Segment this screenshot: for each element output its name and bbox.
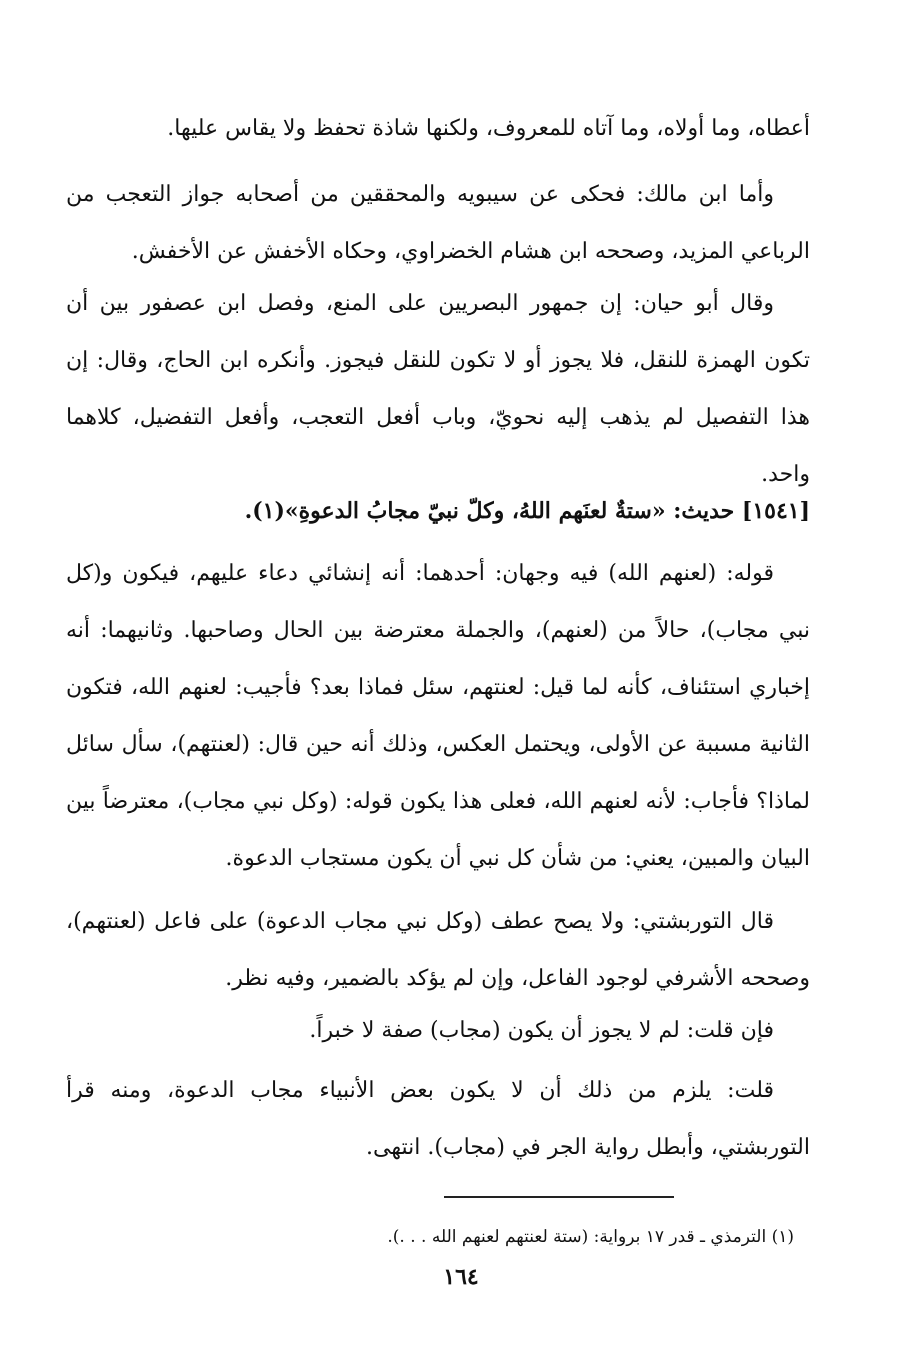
paragraph-turbashti: قال التوربشتي: ولا يصح عطف (وكل نبي مجاب الدعوة) على فاعل (لعنتهم)، وصححه الأشرفي لوجود الفاعل، وإن لم يؤكد بالضمير، وفيه نظر. (66, 909, 810, 991)
paragraph-commentary: قوله: (لعنهم الله) فيه وجهان: أحدهما: أنه إنشائي دعاء عليهم، فيكون و(كل نبي مجاب)، حالاً من (لعنهم)، والجملة معترضة بين الحال وصاحبها. وثانيهما: أنه إخباري استئناف، كأنه لما قيل: لعنتهم، سئل فماذا بعد؟ فأجيب: لعنهم الله، فتكون الثانية مسببة عن الأولى، ويحتمل العكس، وذلك أنه حين قال: (لعنتهم)، سأل سائل لماذا؟ فأجاب: لأنه لعنهم الله، فعلى هذا يكون قوله: (وكل نبي مجاب)، معترضاً بين البيان والمبين، يعني: من شأن كل نبي أن يكون مستجاب الدعوة. (66, 561, 810, 871)
paragraph-question: فإن قلت: لم لا يجوز أن يكون (مجاب) صفة لا خبراً. (309, 1018, 774, 1043)
paragraph-continuation: أعطاه، وما أولاه، وما آتاه للمعروف، ولكنها شاذة تحفظ ولا يقاس عليها. (167, 116, 810, 141)
page-number: ١٦٤ (443, 1264, 479, 1290)
footnote-divider (444, 1196, 674, 1198)
footnote: (١) الترمذي ـ قدر ١٧ برواية: (ستة لعنتهم لعنهم الله . . .). (387, 1227, 794, 1247)
hadith-heading: [١٥٤١] حديث: «ستةٌ لعنَهم اللهُ، وكلّ نبيّ مجابُ الدعوةِ»(١). (244, 498, 810, 524)
paragraph-answer: قلت: يلزم من ذلك أن لا يكون بعض الأنبياء مجاب الدعوة، ومنه قرأ التوربشتي، وأبطل رواية الجر في (مجاب). انتهى. (66, 1078, 810, 1160)
paragraph-ibn-malik: وأما ابن مالك: فحكى عن سيبويه والمحققين من أصحابه جواز التعجب من الرباعي المزيد، وصححه ابن هشام الخضراوي، وحكاه الأخفش عن الأخفش. (66, 182, 810, 264)
paragraph-abu-hayyan: وقال أبو حيان: إن جمهور البصريين على المنع، وفصل ابن عصفور بين أن تكون الهمزة للنقل، فلا يجوز أو لا تكون للنقل فيجوز. وأنكره ابن الحاج، وقال: إن هذا التفصيل لم يذهب إليه نحويّ، وباب أفعل التعجب، وأفعل التفضيل، كلاهما واحد. (66, 291, 810, 487)
